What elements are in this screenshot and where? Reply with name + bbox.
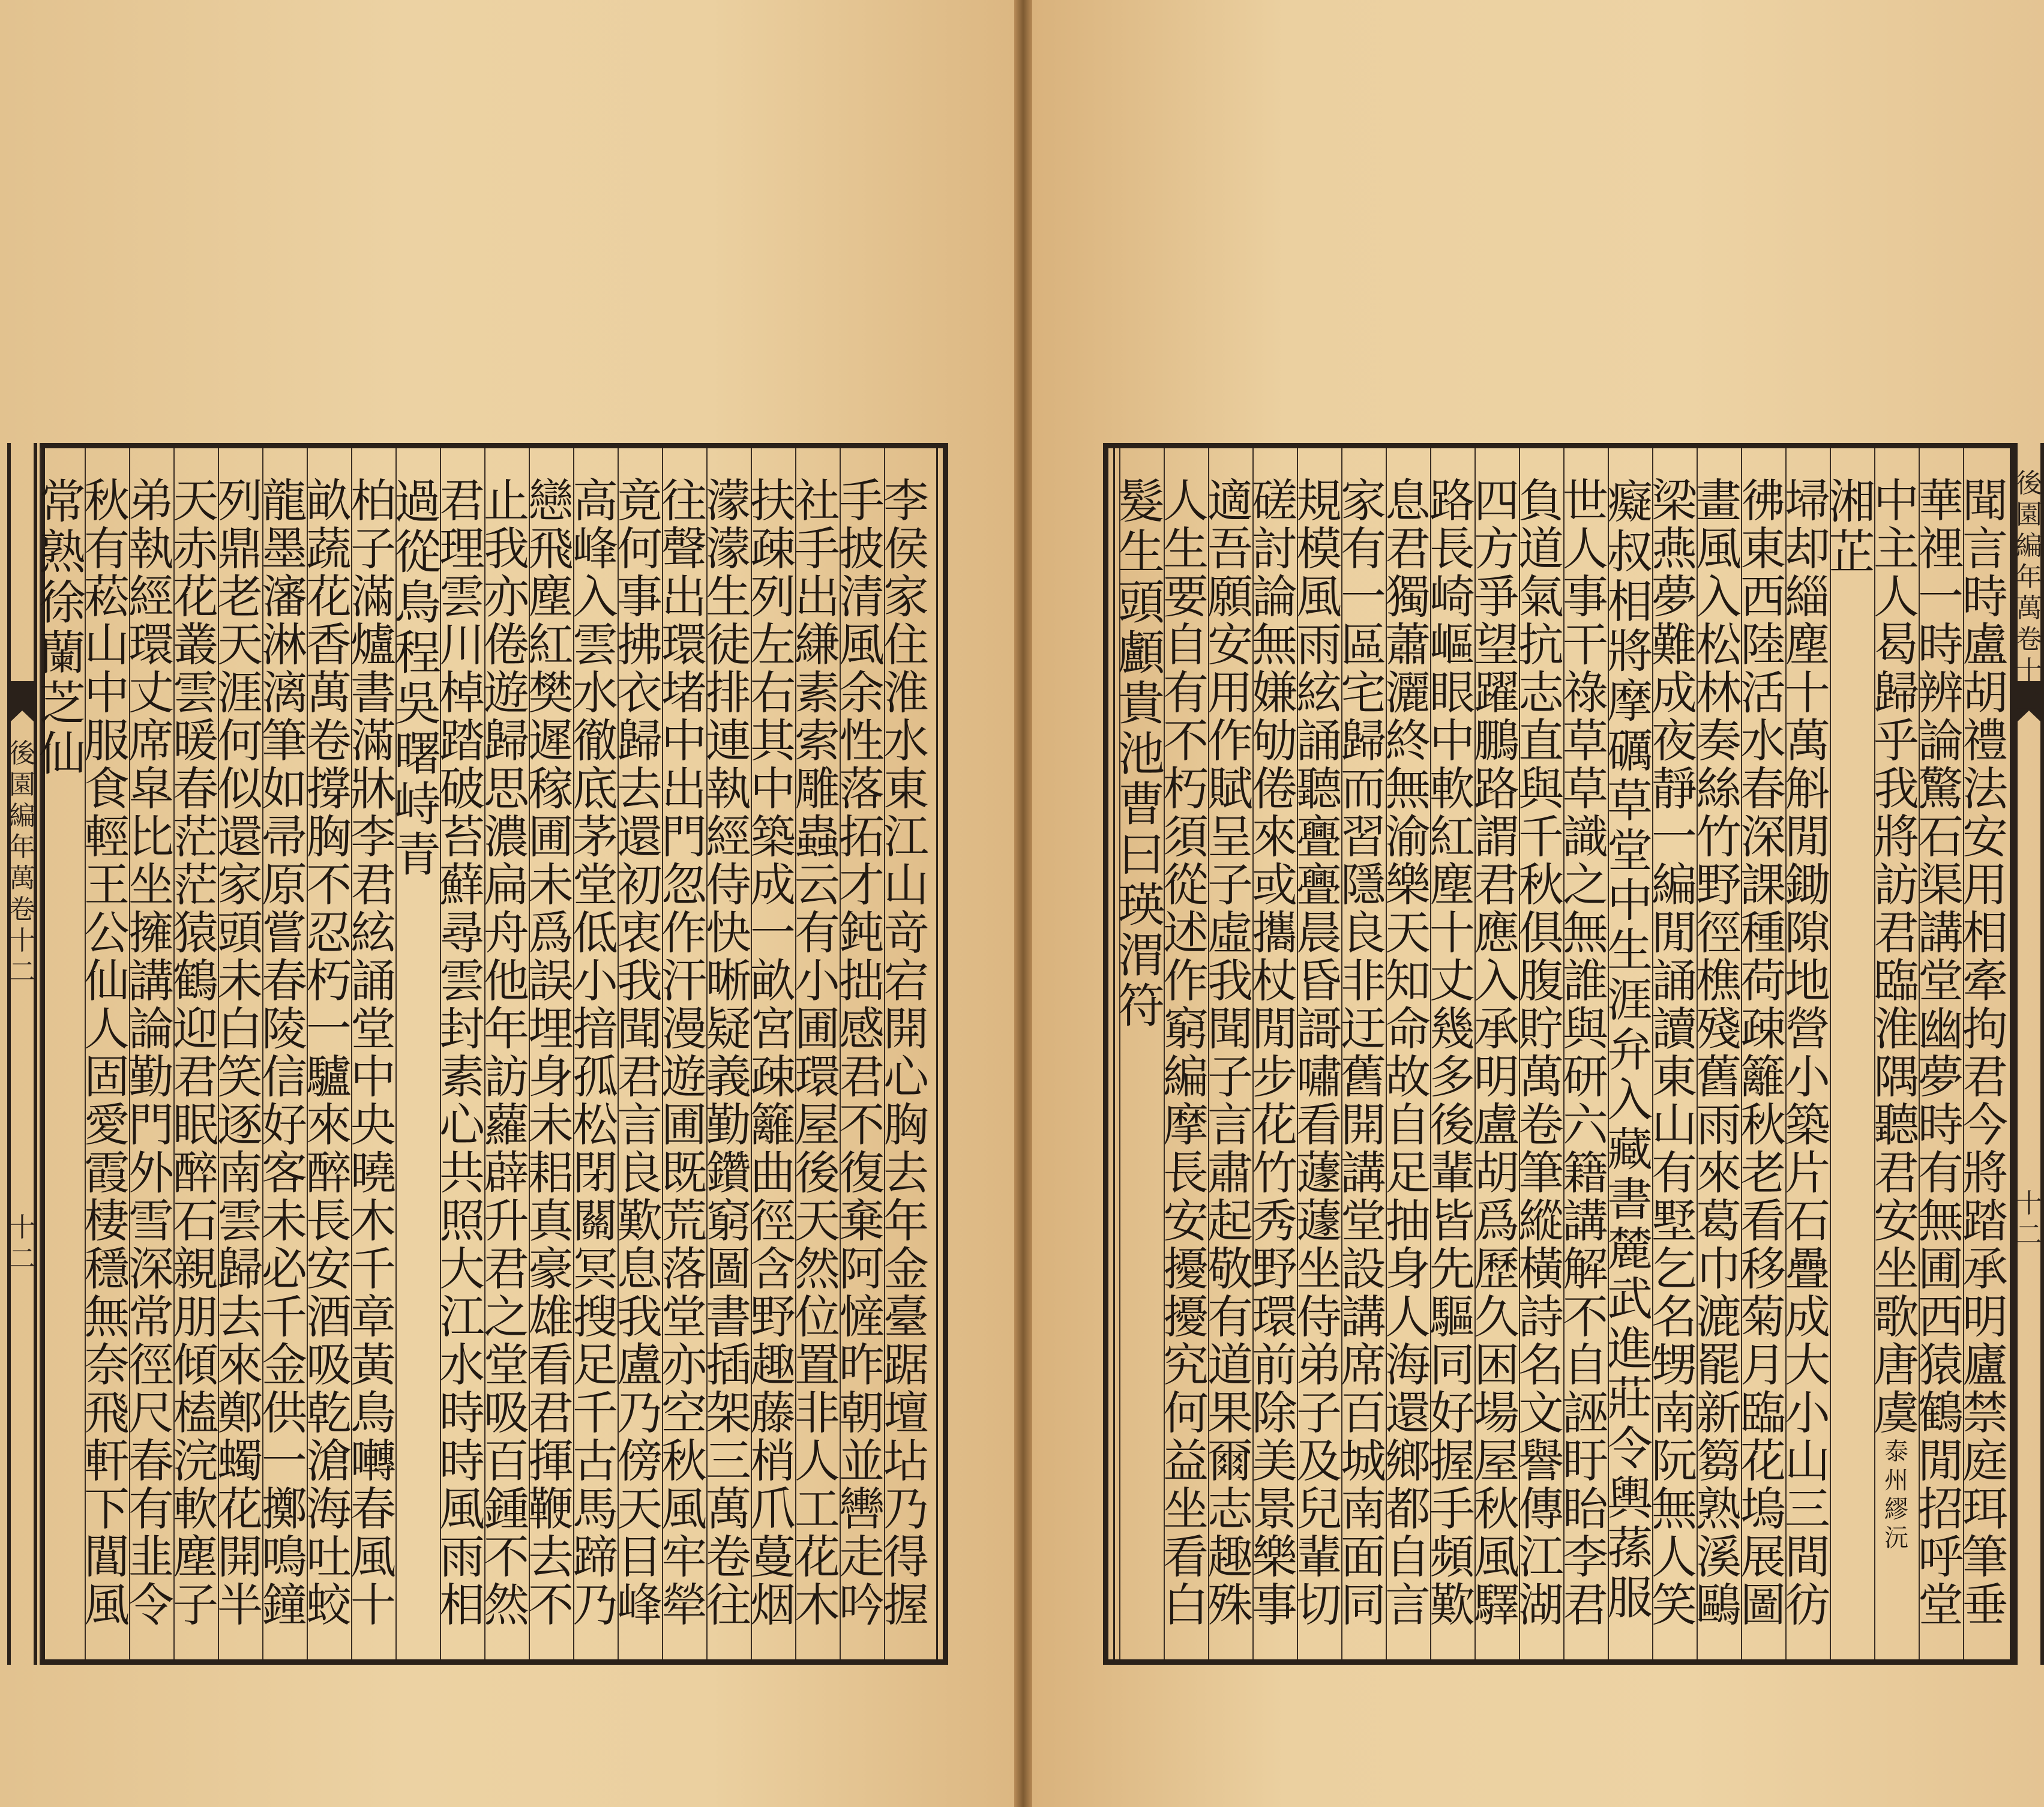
text-column: 負 道 氣 抗 志 直 與 千 秋 俱 腹 貯 萬 卷 筆 縱 橫 詩 名 文 譽 傳 江 湖 <box>1518 474 1564 1632</box>
text-column: 華 𥚃 一 時 辨 論 驚 石 渠 講 堂 幽 夢 時 有 無 圃 西 猿 鶴 閒 招 呼 堂 <box>1918 474 1964 1632</box>
text-column: 聞 言 時 盧 胡 禮 法 安 用 相 牽 拘 君 今 將 踏 承 明 廬 禁 庭 珥 筆 垂 <box>1962 474 2008 1632</box>
attribution-small: 泰 <box>1884 1438 1908 1466</box>
left-folio: 十 二 <box>9 1212 35 1274</box>
text-column: 竟 何 事 拂 衣 歸 去 還 初 衷 我 聞 君 言 良 歎 息 我 盧 乃 傍 天 目 峰 <box>617 474 663 1632</box>
text-column: 弟 執 經 環 丈 席 皐 比 坐 擁 講 論 勤 門 外 雪 深 常 徑 尺 春 有 韭 令 <box>128 474 174 1632</box>
text-column: 龍 墨 瀋 淋 漓 筆 如 帚 原 嘗 春 陵 信 好 客 未 必 千 金 供 一 擲 鳴 鐘 <box>262 474 307 1632</box>
right-margin-title: 後 園 編 年 萬 卷 十 二 <box>2016 468 2042 717</box>
frame-inner-rule <box>1113 448 1115 1659</box>
text-column: 濛 濛 生 徒 排 連 執 經 侍 快 晰 疑 義 勤 鑽 窮 圖 書 插 架 三 萬 卷 往 <box>706 474 751 1632</box>
text-column: 彿 東 西 陸 活 水 春 深 課 種 荷 疎 籬 秋 老 看 移 菊 月 臨 花 塢 展 圖 <box>1740 474 1786 1632</box>
text-column: 柏 子 滿 爐 書 滿 牀 李 君 絃 誦 堂 中 央 曉 木 千 章 黃 鳥 囀 春 風 十 <box>350 474 396 1632</box>
text-column: 君 理 雲 川 棹 踏 破 苔 蘚 尋 雲 封 素 心 共 照 大 江 水 時 時 風 雨 相 <box>439 474 485 1632</box>
text-column: 家 有 一 區 宅 歸 而 習 隱 良 非 迂 舊 開 講 堂 設 講 席 百 城 南 面 同 <box>1341 474 1386 1632</box>
text-column: 天 赤 花 叢 雲 暖 春 茫 茫 猿 鶴 迎 君 眠 醉 石 親 朋 傾 榼 浣 軟 塵 子 <box>173 474 218 1632</box>
text-column: 路 長 崎 嶇 眼 中 軟 紅 塵 十 丈 幾 多 後 輩 皆 先 驅 同 好 握 手 頻 歎 <box>1429 474 1475 1632</box>
attribution-small: 繆 <box>1884 1496 1908 1523</box>
text-column: 秋 有 菘 山 中 服 食 輕 王 公 仙 人 固 愛 霞 棲 穩 無 奈 飛 軒 下 閶 風 <box>84 474 130 1632</box>
text-column: 人 生 要 自 有 不 朽 須 從 述 作 窮 編 摩 長 安 擾 擾 究 何 益 坐 看 白 <box>1163 474 1209 1632</box>
book-gutter <box>1014 0 1032 1807</box>
text-column: 適 吾 願 安 用 作 賦 呈 子 虛 我 聞 子 言 肅 起 敬 有 道 果 爾 志 趣 殊 <box>1207 474 1253 1632</box>
text-column: 癡 叔 相 將 摩 礪 草 堂 中 生 涯 弁 入 藏 書 麓 武 進 莊 令 輿 蓀 服 <box>1607 475 1653 1625</box>
text-column: 戀 飛 塵 紅 樊 遲 稼 圃 未 爲 誤 埋 身 未 耜 真 豪 雄 看 君 揮 鞭 去 不 <box>528 474 574 1632</box>
text-column: 四 方 爭 望 躍 鵬 路 謂 君 應 入 承 明 盧 胡 爲 歷 久 困 場 屋 秋 風 驛 <box>1474 474 1519 1632</box>
text-column: 過 從 鳥 程 吳 曙 峙 青 <box>394 475 442 882</box>
text-column: 湘 芷 <box>1829 475 1876 580</box>
left-margin-title: 後 園 編 年 萬 卷 十 二 <box>9 738 35 987</box>
text-column: 息 君 獨 蕭 灑 終 無 渝 樂 天 知 命 故 自 足 抽 身 人 海 還 鄉 都 自 言 <box>1385 474 1431 1632</box>
left-margin-strip <box>7 443 37 1665</box>
text-column: 中 主 人 曷 歸 乎 我 將 訪 君 臨 淮 隅 聽 君 安 坐 歌 唐 虞 泰 州 繆 沅 <box>1874 474 1919 1552</box>
text-column: 畫 風 入 松 林 奏 絲 竹 野 徑 樵 殘 舊 雨 來 葛 巾 漉 罷 新 篘 熟 溪 鷗 <box>1696 474 1742 1632</box>
text-column: 常 熟 徐 蘭 芝 仙 <box>39 475 86 781</box>
left-text-frame <box>40 443 948 1665</box>
text-column: 列 鼎 老 天 涯 何 似 還 家 頭 未 白 笑 逐 南 雲 歸 去 來 鄭 蠋 花 開 半 <box>217 474 263 1632</box>
text-column: 高 峰 入 雲 水 徹 底 茅 堂 低 小 揞 孤 松 閉 關 冥 搜 足 千 古 馬 蹄 乃 <box>573 474 618 1632</box>
text-column: 埽 却 緇 塵 十 萬 斛 閒 鋤 隙 地 營 小 築 片 石 疊 成 大 小 山 三 間 彷 <box>1785 474 1830 1632</box>
text-column: 畝 蔬 花 香 萬 卷 撐 胸 不 忍 朽 一 驢 來 醉 長 安 酒 吸 乾 滄 海 吐 蛟 <box>306 474 352 1632</box>
text-column: 李 侯 家 住 淮 水 東 江 山 竒 宕 開 心 胸 去 年 金 臺 踞 壇 坫 乃 得 握 <box>883 474 929 1632</box>
text-column: 扶 疎 列 左 右 其 中 築 成 一 畝 宮 疎 籬 曲 徑 含 野 趣 藤 梢 爪 蔓 烟 <box>750 474 796 1632</box>
attribution-small: 州 <box>1884 1467 1908 1494</box>
text-column: 往 聲 出 環 堵 中 出 門 忽 作 汗 漫 遊 圃 既 荒 落 堂 亦 空 秋 風 牢 犖 <box>661 474 707 1632</box>
text-column: 世 人 事 干 祿 草 草 識 之 無 誰 與 研 六 籍 講 解 不 自 誣 盱 眙 李 君 <box>1563 474 1608 1632</box>
text-column: 髮 生 頭 顱 貴 池 曹 曰 瑛 渭 符 <box>1118 475 1165 1033</box>
text-column: 磋 討 論 無 嫌 劬 倦 來 或 攜 杖 閒 步 花 竹 秀 野 環 前 除 美 景 樂 事 <box>1252 474 1297 1632</box>
attribution-small: 沅 <box>1884 1524 1908 1552</box>
text-column: 社 手 出 縑 素 索 雕 蟲 云 有 小 圃 環 屋 後 天 然 位 置 非 人 工 花 木 <box>795 474 840 1632</box>
right-text-frame <box>1103 443 2015 1665</box>
text-column: 手 披 清 風 余 性 落 拓 才 鈍 拙 感 君 不 復 棄 阿 㦃 昨 朝 並 轡 走 吟 <box>839 474 885 1632</box>
frame-inner-rule <box>936 448 938 1659</box>
text-column: 規 模 風 雨 絃 誦 聽 亹 亹 晨 昏 謌 嘯 看 蘧 蘧 坐 侍 弟 子 及 兒 輩 切 <box>1296 474 1342 1632</box>
right-folio: 十 二 <box>2016 1188 2042 1250</box>
text-column: 梁 燕 夢 難 成 夜 靜 一 編 閒 誦 讀 東 山 有 墅 乞 名 甥 南 阮 無 人 笑 <box>1652 474 1697 1632</box>
text-column: 止 我 亦 倦 遊 歸 思 濃 扁 舟 他 年 訪 蘿 薜 升 君 之 堂 吸 百 鍾 不 然 <box>484 474 529 1632</box>
